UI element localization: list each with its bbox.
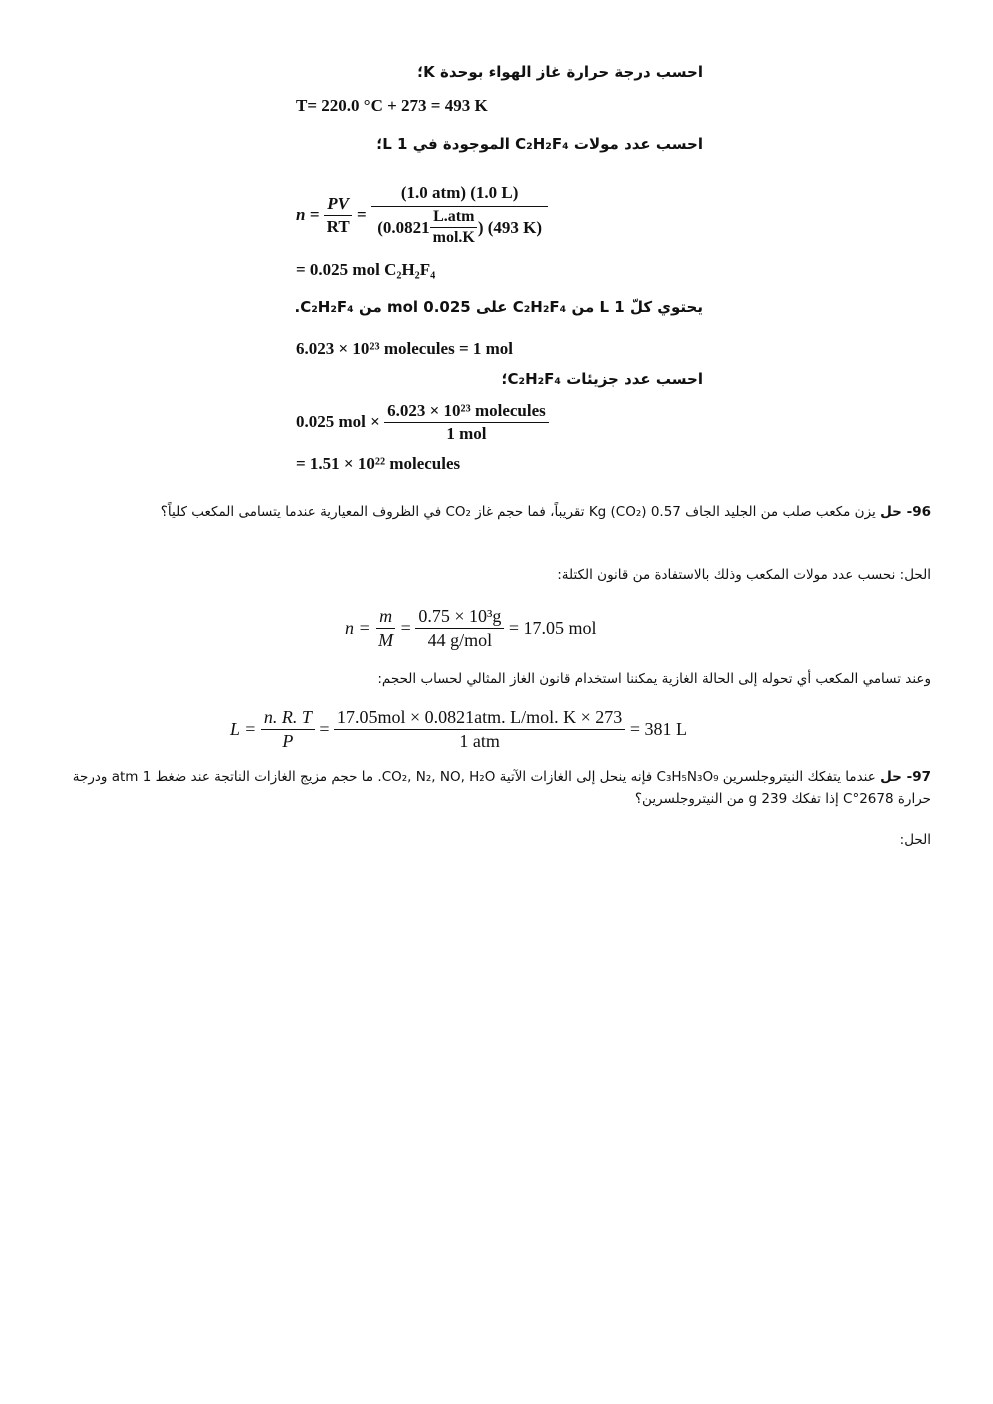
conversion-denominator: 1 mol bbox=[446, 423, 487, 443]
conversion-fraction bbox=[384, 401, 549, 444]
moles-denominator bbox=[374, 207, 545, 247]
question-96-label: 96- حل bbox=[880, 504, 931, 520]
conversion-equation bbox=[296, 398, 549, 446]
q96-moles-result: = 17.05 mol bbox=[508, 617, 597, 638]
q97-solution-label: الحل: bbox=[899, 832, 931, 848]
molecules-heading: احسب عدد جزيئات C₂H₂F₄؛ bbox=[501, 370, 703, 388]
q96-mass-value: 0.75 × 10³g bbox=[415, 606, 504, 629]
units-numerator: L.atm bbox=[430, 208, 477, 228]
nrt-over-p bbox=[261, 707, 315, 752]
q96-value-fraction bbox=[415, 606, 504, 651]
conversion-numerator: 6.023 × 10²³ molecules bbox=[384, 401, 549, 423]
q96-after-text: وعند تسامي المكعب أي تحوله إلى الحالة الغازية يمكننا استخدام قانون الغاز المثالي لحساب الحجم: bbox=[377, 671, 931, 687]
volume-result: = 381 L bbox=[629, 718, 687, 739]
q96-solution-intro: الحل: نحسب عدد مولات المكعب وذلك بالاستفادة من قانون الكتلة: bbox=[557, 567, 931, 583]
pv-term: PV bbox=[324, 194, 352, 216]
moles-equation: n = $\frac{PV}{RT}$ = (1.0 atm) (1.0 L) (0.0821 $\frac{\text{L.atm}}{\text{mol.K}}$ ) (493 K) bbox=[296, 176, 548, 254]
contains-line: يحتوي كلّ 1 L من C₂H₂F₄ على 0.025 mol من C₂H₂F₄. bbox=[294, 298, 703, 316]
q96-volume-equation: L = $\frac{n. R. T}{P}$ = $\frac{\text{17.05mol × 0.0821atm. L/mol. K × 273}}{\text{1 atm}}$ = 381 L bbox=[230, 706, 687, 751]
moles-numerator: (1.0 atm) (1.0 L) bbox=[371, 183, 549, 207]
q96-molar-mass-value: 44 g/mol bbox=[427, 629, 493, 650]
volume-lhs: L = bbox=[230, 718, 257, 739]
mass-term: m bbox=[376, 606, 395, 629]
moles-main-fraction bbox=[371, 183, 549, 247]
nrt-term: n. R. T bbox=[261, 707, 315, 730]
temperature-equation: T= 220.0 °C + 273 = 493 K bbox=[296, 96, 488, 115]
units-denominator: mol.K bbox=[432, 229, 475, 246]
gas-constant: (0.0821 bbox=[377, 217, 430, 237]
volume-denominator: 1 atm bbox=[459, 730, 500, 751]
molecules-result: = 1.51 × 10²² molecules bbox=[296, 454, 461, 473]
temperature-heading: احسب درجة حرارة غاز الهواء بوحدة K؛ bbox=[417, 63, 703, 81]
question-97-label: 97- حل bbox=[880, 769, 931, 785]
question-97 bbox=[61, 766, 931, 810]
mass-over-molar-mass bbox=[375, 606, 396, 651]
question-97-text: عندما يتفكك النيتروجلسرين C₃H₅N₃O₉ فإنه ينحل إلى الغازات الآتية CO₂, N₂, NO, H₂O. ما حجم مزيج الغازات الناتجة عند ضغط 1 atm ودرجة حرارة 2678°C إذا تفكك 239 g من النيتروجلسرين؟ bbox=[72, 769, 931, 807]
molar-mass-term: M bbox=[378, 629, 394, 650]
volume-numerator: 17.05mol × 0.0821atm. L/mol. K × 273 bbox=[334, 707, 625, 730]
rt-term: RT bbox=[326, 216, 350, 236]
pv-over-rt bbox=[324, 194, 353, 237]
temperature-term: ) (493 K) bbox=[477, 217, 543, 237]
n-lhs: n = bbox=[296, 205, 320, 224]
conversion-left: 0.025 mol × bbox=[296, 412, 380, 431]
q96-n-lhs: n = bbox=[345, 617, 371, 638]
q96-moles-equation: n = $\frac{m}{M}$ = $\frac{\text{0.75 × 10³g}}{\text{44 g/mol}}$ = 17.05 mol bbox=[345, 605, 597, 650]
p-term: P bbox=[282, 730, 294, 751]
question-96 bbox=[61, 501, 931, 523]
avogadro-line: 6.023 × 10²³ molecules = 1 mol bbox=[296, 339, 514, 358]
moles-result: = 0.025 mol C₂H₂F₄ bbox=[296, 260, 436, 279]
volume-value-fraction bbox=[334, 707, 625, 752]
gas-constant-units bbox=[430, 208, 478, 247]
moles-heading: احسب عدد مولات C₂H₂F₄ الموجودة في 1 L؛ bbox=[376, 135, 703, 153]
question-96-text: يزن مكعب صلب من الجليد الجاف 0.57 Kg (CO₂) تقريباً، فما حجم غاز CO₂ في الظروف المعيارية عندما يتسامى المكعب كلياً؟ bbox=[160, 504, 876, 520]
